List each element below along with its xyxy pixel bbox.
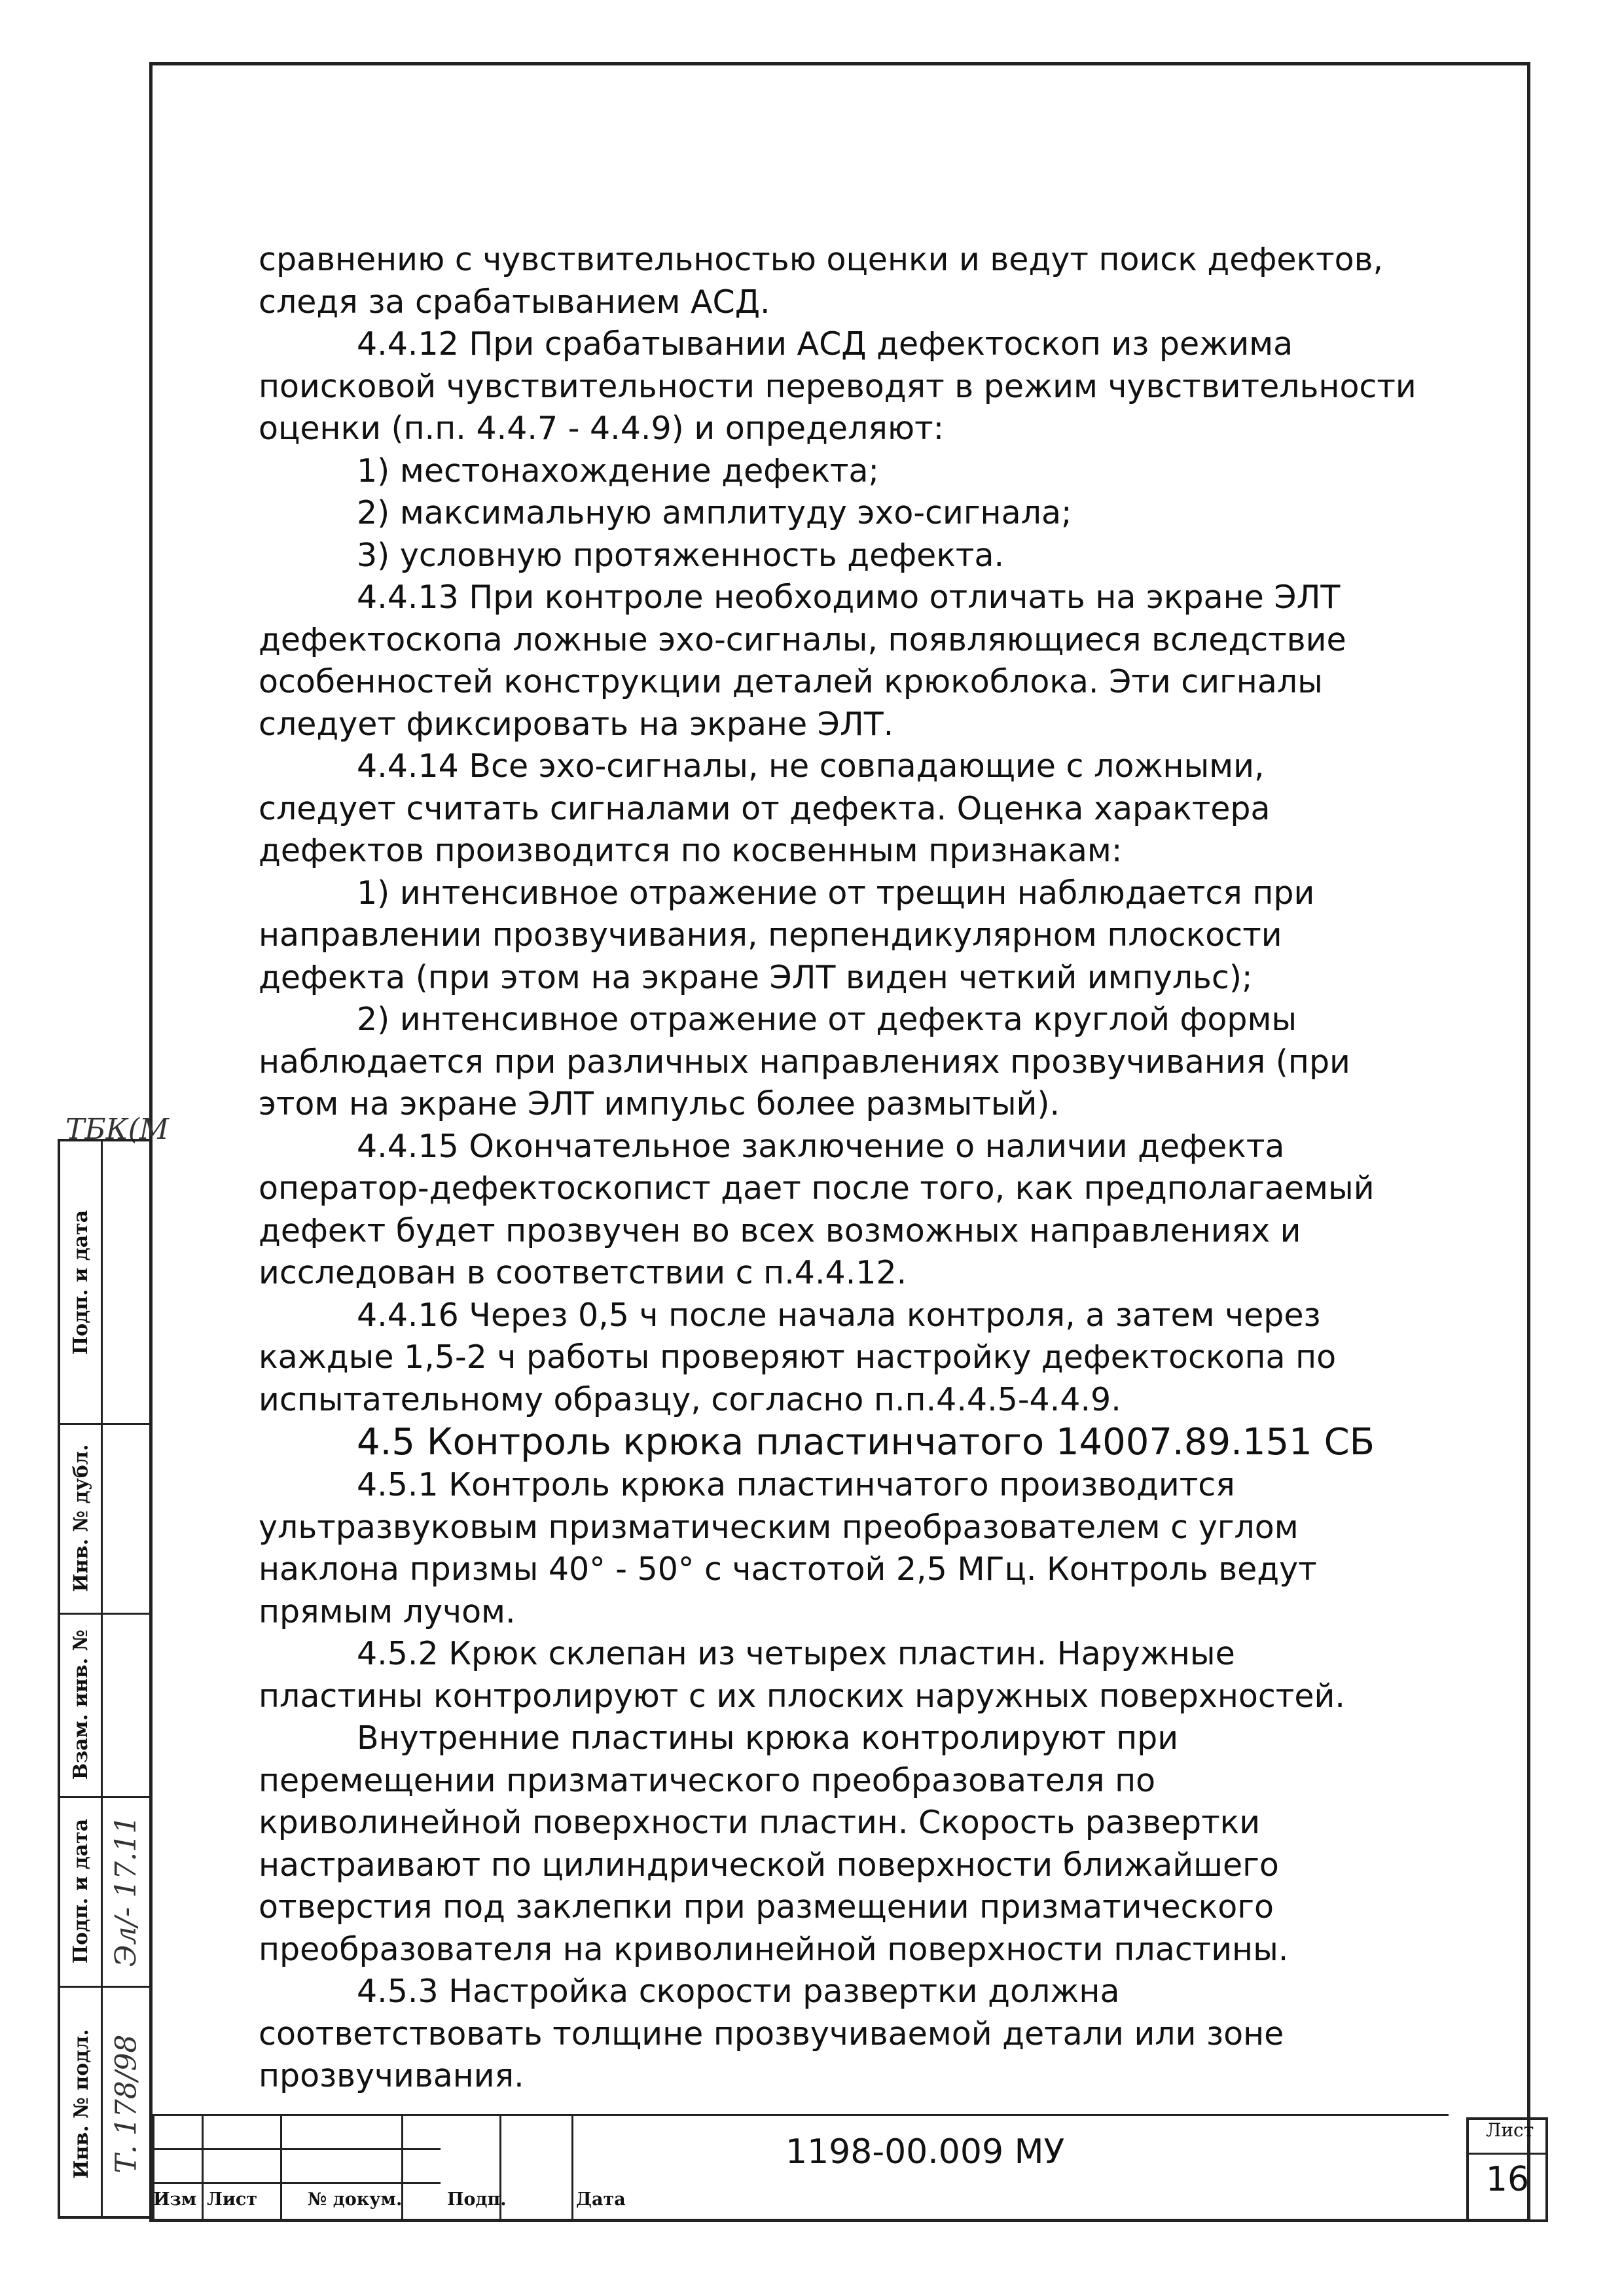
margin-label: Взам. инв. № bbox=[69, 1629, 93, 1780]
text-line: настраивают по цилиндрической поверхности ближайшего bbox=[259, 1846, 1279, 1884]
text-line: 4.5.1 Контроль крюка пластинчатого производится bbox=[357, 1466, 1235, 1503]
text-line: 4.4.16 Через 0,5 ч после начала контроля, а затем через bbox=[357, 1296, 1321, 1334]
text-line: преобразователя на криволинейной поверхности пластины. bbox=[259, 1930, 1289, 1968]
margin-stamp-table bbox=[58, 1139, 149, 2219]
text-line: прямым лучом. bbox=[259, 1592, 516, 1630]
text-line: дефектоскопа ложные эхо-сигналы, появляющиеся вследствие bbox=[259, 620, 1346, 658]
text-line: 4.5.2 Крюк склепан из четырех пластин. Наружные bbox=[357, 1635, 1235, 1672]
text-line: следя за срабатыванием АСД. bbox=[259, 283, 770, 321]
document-body bbox=[259, 239, 1443, 2098]
section-heading: 4.5 Контроль крюка пластинчатого 14007.89.151 СБ bbox=[357, 1421, 1375, 1463]
text-line: 4.4.13 При контроле необходимо отличать на экране ЭЛТ bbox=[357, 579, 1341, 616]
text-line: перемещении призматического преобразователя по bbox=[259, 1761, 1156, 1799]
text-line: дефекта (при этом на экране ЭЛТ виден четкий импульс); bbox=[259, 958, 1253, 996]
text-line: следует фиксировать на экране ЭЛТ. bbox=[259, 705, 894, 743]
text-line: 2) интенсивное отражение от дефекта круглой формы bbox=[357, 1001, 1297, 1038]
margin-label: Инв. № подл. bbox=[69, 2028, 93, 2179]
text-line: оператор-дефектоскопист дает после того, как предполагаемый bbox=[259, 1170, 1375, 1207]
text-line: этом на экране ЭЛТ импульс более размытый). bbox=[259, 1085, 1060, 1122]
document-code: 1198-00.009 МУ bbox=[785, 2132, 1065, 2172]
text-line: 2) максимальную амплитуду эхо-сигнала; bbox=[357, 494, 1072, 531]
text-line: наблюдается при различных направлениях прозвучивания (при bbox=[259, 1043, 1350, 1081]
text-line: 4.5.3 Настройка скорости развертки должна bbox=[357, 1973, 1120, 2010]
col-label-doc: № докум. bbox=[308, 2189, 403, 2210]
margin-handwritten-entry: Т. 178/98 bbox=[109, 2034, 143, 2174]
sheet-label: Лист bbox=[1486, 2119, 1534, 2141]
margin-label: Подп. и дата bbox=[69, 1210, 93, 1355]
margin-scribble: ТБК(М bbox=[65, 1113, 169, 1146]
text-line: криволинейной поверхности пластин. Скорость развертки bbox=[259, 1804, 1261, 1841]
col-label-izm: Изм bbox=[153, 2189, 197, 2210]
text-line: отверстия под заклепки при размещении призматического bbox=[259, 1888, 1274, 1926]
text-line: поисковой чувствительности переводят в режим чувствительности bbox=[259, 367, 1416, 405]
text-line: прозвучивания. bbox=[259, 2057, 524, 2094]
text-line: дефект будет прозвучен во всех возможных направлениях и bbox=[259, 1211, 1301, 1249]
text-line: 1) местонахождение дефекта; bbox=[357, 452, 879, 490]
text-line: ультразвуковым призматическим преобразователем с углом bbox=[259, 1508, 1299, 1546]
text-line: испытательному образцу, согласно п.п.4.4.5-4.4.9. bbox=[259, 1380, 1121, 1418]
text-line: оценки (п.п. 4.4.7 - 4.4.9) и определяют: bbox=[259, 410, 945, 447]
text-line: дефектов производится по косвенным признакам: bbox=[259, 832, 1123, 869]
text-line: исследован в соответствии с п.4.4.12. bbox=[259, 1254, 907, 1291]
margin-label: Подп. и дата bbox=[69, 1818, 93, 1964]
text-line: каждые 1,5-2 ч работы проверяют настройку дефектоскопа по bbox=[259, 1338, 1337, 1376]
text-line: пластины контролируют с их плоских наружных поверхностей. bbox=[259, 1677, 1345, 1715]
text-line: 4.4.14 Все эхо-сигналы, не совпадающие с ложными, bbox=[357, 747, 1265, 785]
text-line: сравнению с чувствительностью оценки и ведут поиск дефектов, bbox=[259, 241, 1384, 278]
margin-label: Инв. № дубл. bbox=[69, 1444, 93, 1592]
text-line: наклона призмы 40° - 50° с частотой 2,5 МГц. Контроль ведут bbox=[259, 1551, 1317, 1588]
col-label-date: Дата bbox=[576, 2189, 626, 2210]
text-line: соответствовать толщине прозвучиваемой детали или зоне bbox=[259, 2015, 1284, 2053]
text-line: направлении прозвучивания, перпендикулярном плоскости bbox=[259, 916, 1282, 954]
col-label-list: Лист bbox=[207, 2189, 258, 2210]
text-line: 3) условную протяженность дефекта. bbox=[357, 536, 1005, 574]
text-line: 4.4.12 При срабатывании АСД дефектоскоп из режима bbox=[357, 325, 1293, 363]
text-line: особенностей конструкции деталей крюкоблока. Эти сигналы bbox=[259, 663, 1323, 700]
sheet-number: 16 bbox=[1485, 2160, 1530, 2199]
margin-handwritten-entry: Эл/- 17.11 bbox=[109, 1815, 143, 1967]
text-line: Внутренние пластины крюка контролируют при bbox=[357, 1719, 1179, 1757]
text-line: 4.4.15 Окончательное заключение о наличии дефекта bbox=[357, 1127, 1285, 1165]
col-label-sign: Подп. bbox=[447, 2189, 507, 2210]
text-line: следует считать сигналами от дефекта. Оценка характера bbox=[259, 789, 1271, 827]
text-line: 1) интенсивное отражение от трещин наблюдается при bbox=[357, 874, 1315, 912]
